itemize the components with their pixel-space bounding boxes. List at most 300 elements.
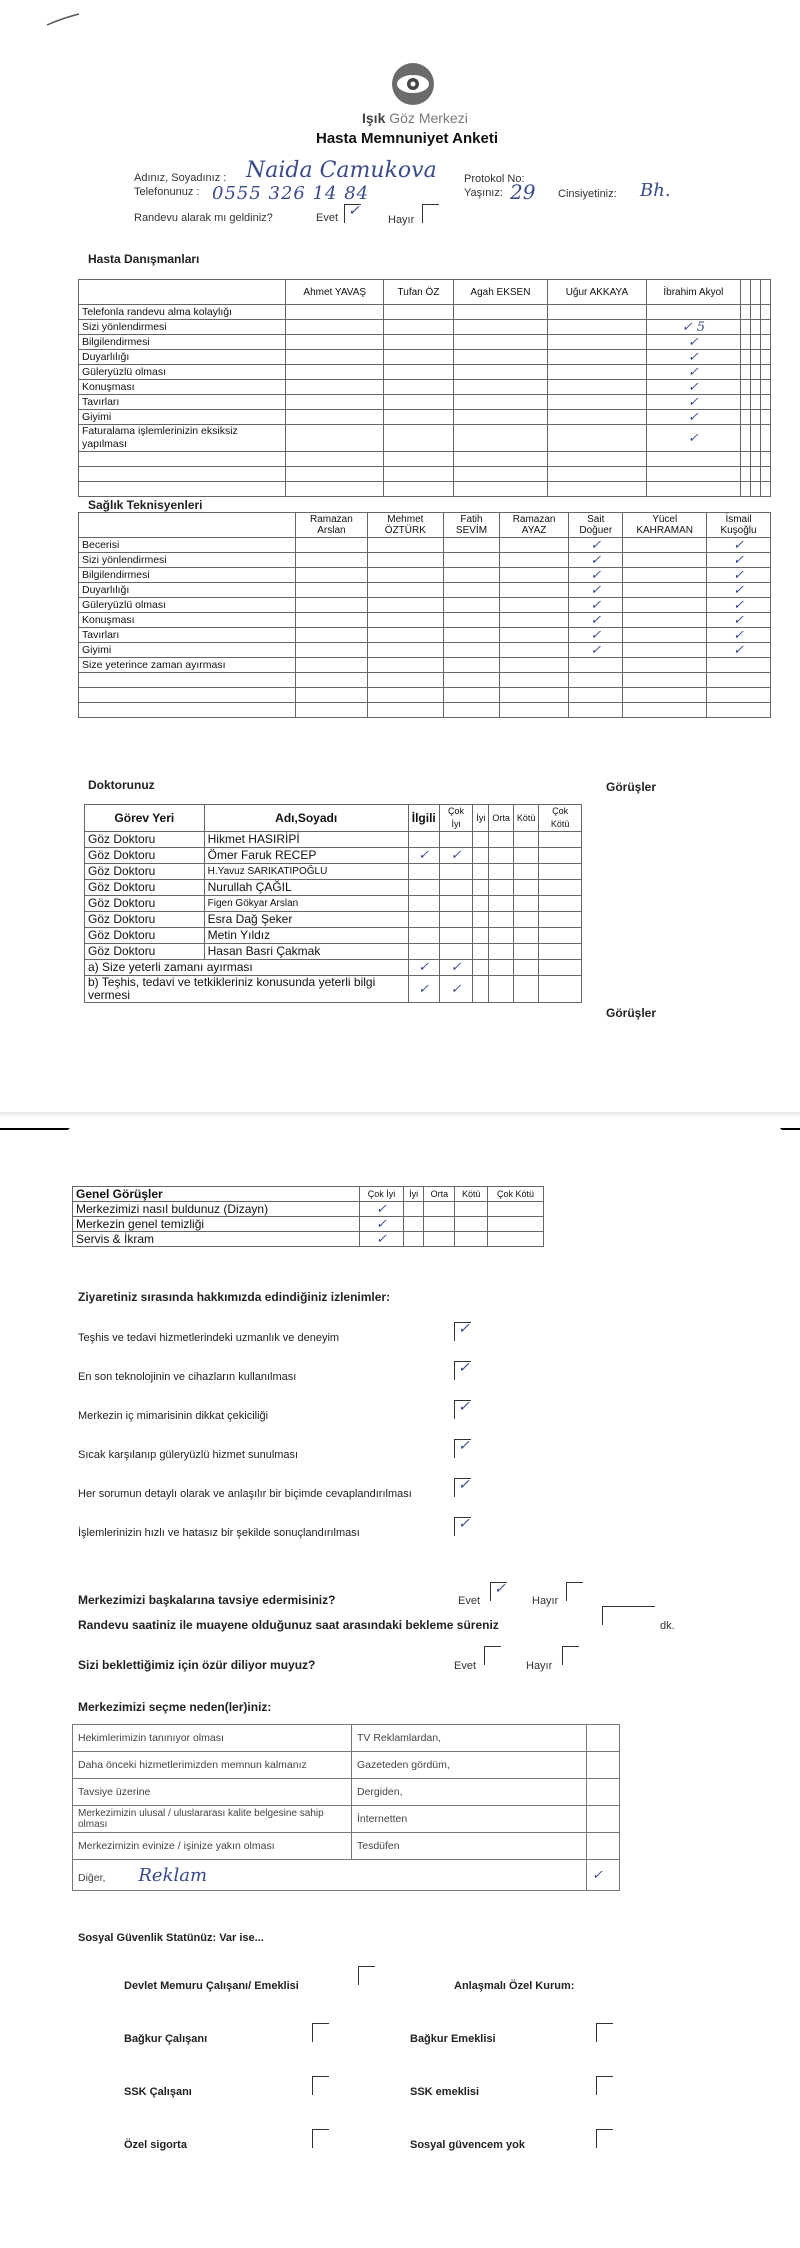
row-label: Servis & İkram [73,1232,360,1247]
rating-cell[interactable] [286,320,384,335]
rating-cell[interactable] [367,553,443,568]
rating-cell[interactable] [296,643,368,658]
rating-cell[interactable] [500,568,569,583]
rating-mark[interactable] [569,658,623,673]
empty-cell [646,452,741,467]
rating-cell[interactable] [623,613,707,628]
rating-cell[interactable] [500,643,569,658]
rating-cell[interactable] [453,380,548,395]
rating-mark[interactable]: ✓ [646,365,741,380]
reason-left[interactable]: Tavsiye üzerine [73,1779,352,1806]
doctor-header: İyi [473,805,489,832]
rating-cell[interactable] [473,928,489,944]
table-row [79,643,771,658]
rating-cell[interactable] [623,568,707,583]
rating-related[interactable] [408,912,439,928]
empty-cell [79,482,286,497]
rating-cell[interactable] [500,583,569,598]
rating-cell[interactable] [424,1232,455,1247]
rating-cell[interactable] [286,425,384,452]
general-header: İyi [403,1187,423,1202]
phone-value[interactable]: 0555 326 14 84 [212,183,370,204]
rating-cell[interactable] [623,643,707,658]
social-title: Sosyal Güvenlik Statünüz: Var ise... [78,1932,264,1944]
rating-cell[interactable] [453,335,548,350]
rating-cell[interactable] [286,365,384,380]
gender-label: Cinsiyetiniz: [558,188,617,200]
rating-mark[interactable]: ✓ 5 [646,320,741,335]
brand-name: Işık Göz Merkezi [362,110,468,126]
empty-cell [751,410,761,425]
rating-cell[interactable] [513,912,539,928]
rating-very-good[interactable]: ✓ [439,960,473,976]
rating-cell[interactable] [548,395,646,410]
social-right-checkbox[interactable] [596,2076,613,2095]
rating-cell[interactable] [367,658,443,673]
rating-cell[interactable] [367,643,443,658]
empty-cell [569,688,623,703]
rating-mark[interactable]: ✓ [646,380,741,395]
doctor-place: Göz Doktoru [85,928,205,944]
rating-cell[interactable] [539,928,582,944]
row-label: Konuşması [79,380,286,395]
rating-cell[interactable] [296,628,368,643]
rating-cell[interactable] [286,410,384,425]
impression-checkbox[interactable] [454,1361,471,1380]
rating-cell[interactable] [513,848,539,864]
rating-cell[interactable] [455,1202,487,1217]
rating-cell[interactable] [500,628,569,643]
empty-cell [761,305,771,320]
social-right-label: Bağkur Emeklisi [410,2033,496,2045]
empty-cell [761,380,771,395]
rating-cell[interactable] [453,365,548,380]
rating-cell [513,976,539,1003]
doctor-header: İlgili [408,805,439,832]
rating-cell[interactable] [384,425,453,452]
rating-cell[interactable] [489,912,514,928]
rating-cell[interactable] [296,553,368,568]
reason-check[interactable] [587,1806,620,1833]
rating-mark[interactable]: ✓ [569,643,623,658]
reason-right[interactable]: TV Reklamlardan, [352,1725,587,1752]
technician-header: Sait Doğuer [569,513,623,538]
rating-cell[interactable] [487,1232,543,1247]
empty-cell [646,482,741,497]
rating-cell[interactable] [487,1217,543,1232]
appointment-no-checkbox[interactable] [422,204,439,223]
rating-cell[interactable] [453,410,548,425]
empty-cell [79,452,286,467]
rating-cell[interactable] [489,864,514,880]
impression-checkbox[interactable] [454,1478,471,1497]
rating-very-good[interactable] [439,912,473,928]
rating-cell[interactable] [367,568,443,583]
age-value[interactable]: 29 [510,180,536,204]
rating-cell[interactable] [296,538,368,553]
table-row [85,832,582,848]
rating-cell[interactable] [367,538,443,553]
rating-very-good[interactable] [439,928,473,944]
rating-cell[interactable] [286,335,384,350]
rating-cell[interactable] [367,583,443,598]
apology-no-checkbox[interactable] [562,1646,579,1665]
rating-mark[interactable]: ✓ [360,1217,404,1232]
age-label: Yaşınız: [464,187,503,199]
recommend-no-checkbox[interactable] [566,1582,583,1601]
rating-cell[interactable] [500,553,569,568]
general-header: Genel Görüşler [73,1187,360,1202]
rating-cell[interactable] [384,365,453,380]
rating-cell[interactable] [443,553,499,568]
appointment-yes-checkbox[interactable]: ✓ [344,204,361,223]
rating-cell[interactable] [548,305,646,320]
reason-row [73,1779,620,1806]
rating-cell[interactable] [367,613,443,628]
check-icon: ✓ [458,1477,470,1493]
rating-cell[interactable] [384,395,453,410]
empty-cell [443,673,499,688]
reason-left[interactable]: Daha önceki hizmetlerimizden memnun kalmanız [73,1752,352,1779]
rating-cell[interactable] [539,944,582,960]
impression-label: Sıcak karşılanıp güleryüzlü hizmet sunulması [78,1449,299,1461]
rating-cell[interactable] [513,880,539,896]
social-left-checkbox[interactable] [358,1966,375,1985]
rating-cell[interactable] [623,538,707,553]
rating-cell[interactable] [424,1202,455,1217]
rating-cell[interactable] [489,896,514,912]
rating-cell[interactable] [548,350,646,365]
rating-very-good[interactable] [439,864,473,880]
rating-cell[interactable] [443,658,499,673]
rating-related[interactable] [408,944,439,960]
name-value[interactable]: Naida Camukova [246,158,437,183]
rating-cell[interactable] [539,832,582,848]
rating-cell[interactable] [296,658,368,673]
impression-checkbox[interactable] [454,1517,471,1536]
rating-cell[interactable] [443,583,499,598]
apology-yes-label: Evet [454,1660,477,1672]
rating-cell[interactable] [455,1232,487,1247]
social-left-checkbox[interactable] [312,2076,329,2095]
rating-cell[interactable] [424,1217,455,1232]
reason-right[interactable]: Dergiden, [352,1779,587,1806]
header-row [85,805,582,832]
rating-cell[interactable] [453,320,548,335]
rating-cell[interactable] [296,583,368,598]
empty-cell [761,410,771,425]
rating-cell[interactable] [384,305,453,320]
row-label: Güleryüzlü olması [79,365,286,380]
social-right-checkbox[interactable] [596,2129,613,2148]
rating-cell[interactable] [548,335,646,350]
doctor-name: Hikmet HASIRİPİ [204,832,408,848]
reason-right[interactable]: İnternetten [352,1806,587,1833]
social-left-checkbox[interactable] [312,2129,329,2148]
doctor-header: Kötü [513,805,539,832]
reasons-table [72,1724,620,1891]
empty-cell [548,467,646,482]
rating-mark[interactable]: ✓ [360,1232,404,1247]
rating-related[interactable] [408,864,439,880]
rating-related[interactable]: ✓ [408,848,439,864]
rating-cell [489,976,514,1003]
table-row [73,1217,544,1232]
rating-mark[interactable]: ✓ [707,628,771,643]
reason-check[interactable] [587,1779,620,1806]
rating-cell[interactable] [500,658,569,673]
reason-check[interactable] [587,1752,620,1779]
rating-mark[interactable]: ✓ [569,628,623,643]
reason-other[interactable] [73,1860,587,1891]
rating-mark[interactable]: ✓ [569,568,623,583]
rating-mark[interactable]: ✓ [646,350,741,365]
rating-related[interactable] [408,832,439,848]
reason-row [73,1725,620,1752]
rating-cell[interactable] [513,832,539,848]
apology-yes-checkbox[interactable] [484,1646,501,1665]
impression-label: Her sorumun detaylı olarak ve anlaşılır bir biçimde cevaplandırılması [78,1488,412,1500]
reason-left[interactable]: Merkezimizin evinize / işinize yakın olması [73,1833,352,1860]
rating-cell[interactable] [367,598,443,613]
impression-checkbox[interactable] [454,1322,471,1341]
apology-question: Sizi beklettiğimiz için özür diliyor muyuz? [78,1658,316,1672]
row-label: Bilgilendirmesi [79,335,286,350]
rating-cell[interactable] [443,598,499,613]
rating-cell[interactable] [473,848,489,864]
empty-row [79,452,771,467]
table-row [85,928,582,944]
empty-cell [296,703,368,718]
rating-cell[interactable] [443,538,499,553]
rating-cell[interactable] [500,613,569,628]
rating-cell[interactable] [548,425,646,452]
rating-mark[interactable]: ✓ [707,598,771,613]
empty-cell [286,467,384,482]
rating-cell[interactable] [403,1202,423,1217]
rating-cell[interactable] [384,350,453,365]
appointment-yes-label: Evet [316,212,339,224]
rating-cell[interactable] [403,1232,423,1247]
reason-check[interactable] [587,1725,620,1752]
social-right-checkbox[interactable] [596,2023,613,2042]
rating-cell[interactable] [500,538,569,553]
reason-right[interactable]: Gazeteden gördüm, [352,1752,587,1779]
rating-mark[interactable]: ✓ [646,410,741,425]
rating-very-good[interactable]: ✓ [439,848,473,864]
empty-cell [548,482,646,497]
empty-cell [79,673,296,688]
impression-checkbox[interactable] [454,1439,471,1458]
rating-cell[interactable] [473,912,489,928]
rating-cell[interactable] [489,832,514,848]
rating-mark[interactable]: ✓ [646,425,741,452]
rating-related[interactable] [408,896,439,912]
rating-mark[interactable]: ✓ [569,538,623,553]
check-icon: ✓ [458,1321,470,1337]
rating-mark[interactable] [707,658,771,673]
impression-label: En son teknolojinin ve cihazların kullanılması [78,1371,297,1383]
table-row [79,553,771,568]
empty-row [79,703,771,718]
rating-cell[interactable] [473,896,489,912]
consultant-header: Ahmet YAVAŞ [286,280,384,305]
social-left-label: Özel sigorta [124,2139,187,2151]
recommend-yes-checkbox[interactable]: ✓ [490,1582,507,1601]
rating-cell[interactable] [384,380,453,395]
doctor-name: Esra Dağ Şeker [204,912,408,928]
rating-related[interactable]: ✓ [408,976,439,1003]
rating-mark[interactable]: ✓ [646,395,741,410]
doctor-name: Figen Gökyar Arslan [204,896,408,912]
rating-cell[interactable] [623,628,707,643]
empty-cell [751,482,761,497]
rating-mark[interactable]: ✓ [707,613,771,628]
rating-cell[interactable] [623,553,707,568]
rating-mark[interactable]: ✓ [569,553,623,568]
row-label: Merkezin genel temizliği [73,1217,360,1232]
impression-checkbox[interactable] [454,1400,471,1419]
rating-cell[interactable] [489,928,514,944]
impression-label: İşlemlerinizin hızlı ve hatasız bir şekilde sonuçlandırılması [78,1527,360,1539]
rating-cell[interactable] [443,613,499,628]
social-right-label: Sosyal güvencem yok [410,2139,525,2151]
row-label: Tavırları [79,395,286,410]
rating-cell[interactable] [453,425,548,452]
rating-mark[interactable]: ✓ [707,583,771,598]
reason-left[interactable]: Merkezimizin ulusal / uluslararası kalite belgesine sahip olması [73,1806,352,1833]
rating-cell[interactable] [367,628,443,643]
rating-cell[interactable] [539,912,582,928]
phone-label: Telefonunuz : [134,186,200,198]
table-row [79,380,771,395]
rating-cell[interactable] [513,928,539,944]
rating-cell[interactable] [539,864,582,880]
rating-cell[interactable] [296,568,368,583]
rating-cell[interactable] [473,864,489,880]
rating-related[interactable]: ✓ [408,960,439,976]
empty-cell [751,395,761,410]
empty-cell [761,425,771,452]
row-label: Duyarlılığı [79,350,286,365]
social-left-checkbox[interactable] [312,2023,329,2042]
rating-very-good[interactable] [439,896,473,912]
rating-cell[interactable] [296,598,368,613]
rating-cell[interactable] [473,944,489,960]
impression-label: Merkezin iç mimarisinin dikkat çekiciliği [78,1410,269,1422]
reason-check[interactable] [587,1833,620,1860]
gender-value[interactable]: Bh. [640,180,671,201]
rating-mark[interactable] [646,305,741,320]
rating-cell[interactable] [286,395,384,410]
rating-cell[interactable] [539,848,582,864]
reason-check[interactable]: ✓ [587,1860,620,1891]
row-label: Bilgilendirmesi [79,568,296,583]
rating-cell[interactable] [513,944,539,960]
doctor-place: Göz Doktoru [85,864,205,880]
rating-cell[interactable] [453,350,548,365]
table-row [79,628,771,643]
reason-row [73,1806,620,1833]
rating-very-good[interactable]: ✓ [439,976,473,1003]
rating-mark[interactable]: ✓ [569,613,623,628]
corner-cell [79,280,286,305]
doctor-header: Çok Kötü [539,805,582,832]
rating-related[interactable] [408,880,439,896]
rating-cell[interactable] [286,380,384,395]
rating-cell[interactable] [548,380,646,395]
rating-cell[interactable] [443,628,499,643]
empty-cell [500,703,569,718]
rating-cell[interactable] [296,613,368,628]
rating-cell[interactable] [513,864,539,880]
rating-very-good[interactable] [439,832,473,848]
rating-mark[interactable]: ✓ [707,568,771,583]
rating-cell[interactable] [384,410,453,425]
row-label: Konuşması [79,613,296,628]
rating-cell [473,960,489,976]
rating-cell[interactable] [443,568,499,583]
rating-cell[interactable] [623,658,707,673]
rating-very-good[interactable] [439,880,473,896]
rating-cell[interactable] [487,1202,543,1217]
rating-cell[interactable] [473,880,489,896]
rating-cell[interactable] [489,848,514,864]
rating-cell[interactable] [548,365,646,380]
rating-cell [539,976,582,1003]
rating-cell[interactable] [548,410,646,425]
rating-cell[interactable] [489,880,514,896]
rating-cell[interactable] [453,395,548,410]
rating-cell[interactable] [489,944,514,960]
rating-very-good[interactable] [439,944,473,960]
rating-cell[interactable] [623,583,707,598]
rating-cell[interactable] [384,320,453,335]
doctor-place: Göz Doktoru [85,880,205,896]
wait-input[interactable] [602,1606,655,1625]
rating-cell[interactable] [539,880,582,896]
rating-mark[interactable]: ✓ [646,335,741,350]
rating-cell[interactable] [453,305,548,320]
rating-cell[interactable] [500,598,569,613]
rating-cell[interactable] [623,598,707,613]
rating-cell[interactable] [443,643,499,658]
rating-cell[interactable] [455,1217,487,1232]
rating-cell[interactable] [403,1217,423,1232]
rating-mark[interactable]: ✓ [707,538,771,553]
rating-mark[interactable]: ✓ [569,598,623,613]
rating-cell [539,960,582,976]
rating-related[interactable] [408,928,439,944]
rating-mark[interactable]: ✓ [360,1202,404,1217]
reason-right[interactable]: Tesdüfen [352,1833,587,1860]
rating-mark[interactable]: ✓ [569,583,623,598]
rating-cell[interactable] [473,832,489,848]
rating-cell[interactable] [286,350,384,365]
recommend-question: Merkezimizi başkalarına tavsiye edermisiniz? [78,1593,336,1607]
reason-left[interactable]: Hekimlerimizin tanınıyor olması [73,1725,352,1752]
rating-cell[interactable] [286,305,384,320]
rating-cell[interactable] [548,320,646,335]
rating-cell[interactable] [384,335,453,350]
rating-mark[interactable]: ✓ [707,553,771,568]
rating-mark[interactable]: ✓ [707,643,771,658]
rating-cell[interactable] [513,896,539,912]
empty-cell [751,467,761,482]
doctor-name: Nurullah ÇAĞIL [204,880,408,896]
rating-cell[interactable] [539,896,582,912]
empty-cell [707,673,771,688]
